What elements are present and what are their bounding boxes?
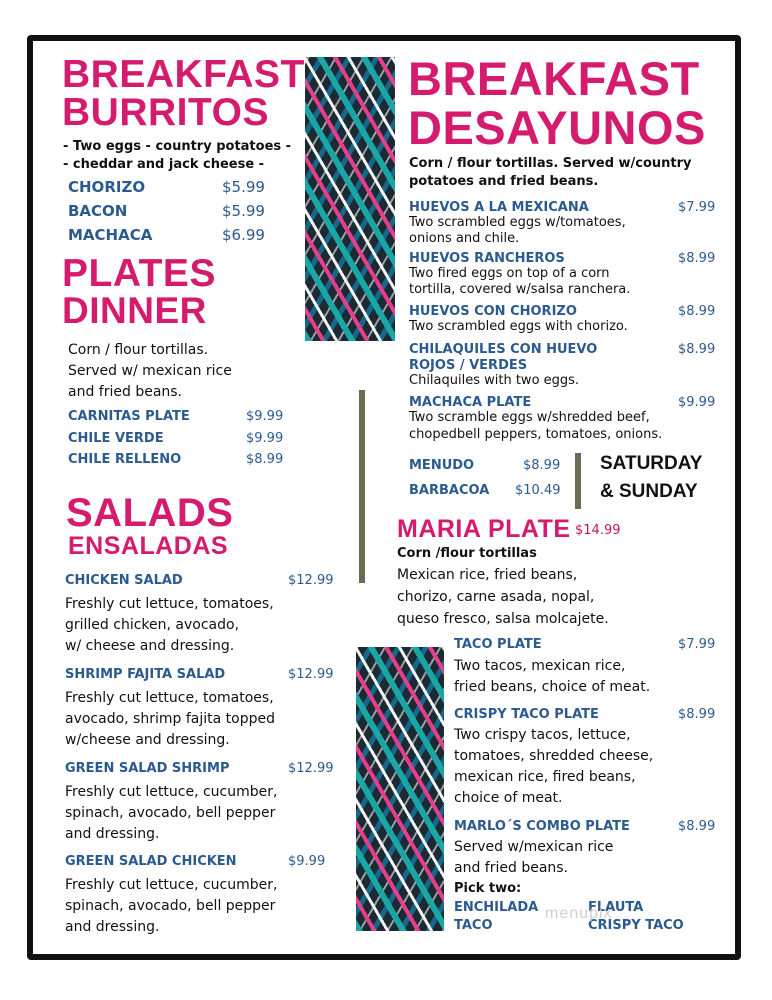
plate-item-name: CARNITAS PLATE (68, 409, 190, 424)
plate-item-price: $7.99 (678, 637, 716, 652)
desayuno-item-name: HUEVOS CON CHORIZO (409, 304, 577, 319)
maria-plate-title: MARIA PLATE (397, 515, 571, 543)
weekend-item-name: MENUDO (409, 458, 475, 473)
desayuno-item-price: $8.99 (678, 304, 716, 319)
burrito-item-price: $5.99 (222, 178, 265, 196)
burrito-item-name: CHORIZO (68, 178, 146, 196)
desayuno-item-name: MACHACA PLATE (409, 395, 532, 410)
desayuno-item-desc: onions and chile. (409, 231, 520, 246)
plate-item-desc: choice of meat. (454, 790, 563, 806)
burrito-item-price: $5.99 (222, 202, 265, 220)
salad-item-price: $9.99 (288, 854, 326, 869)
desayuno-item-price: $7.99 (678, 200, 716, 215)
plate-item-desc: Two tacos, mexican rice, (454, 658, 626, 674)
plate-item-price: $8.99 (246, 452, 284, 467)
divider-bar-center (359, 390, 365, 583)
desayuno-item-name: HUEVOS RANCHEROS (409, 251, 565, 266)
salads-title-line1: SALADS (66, 491, 234, 535)
burritos-sub1: - Two eggs - country potatoes - (63, 139, 292, 154)
divider-bar-weekend (575, 453, 581, 509)
desayuno-item-desc: Two scramble eggs w/shredded beef, (409, 410, 650, 425)
salad-item-price: $12.99 (288, 761, 334, 776)
salad-item-price: $12.99 (288, 667, 334, 682)
desayuno-item-desc: Two scrambled eggs w/tomatoes, (409, 215, 626, 230)
burrito-item-name: MACHACA (68, 226, 153, 244)
desayuno-item-price: $8.99 (678, 342, 716, 357)
salad-item-desc: and dressing. (65, 826, 160, 842)
desayunos-title-line2: DESAYUNOS (408, 101, 706, 154)
plate-item-price: $9.99 (246, 431, 284, 446)
salad-item-name: SHRIMP FAJITA SALAD (65, 667, 226, 682)
plate-item-price: $8.99 (678, 707, 716, 722)
salad-item-name: GREEN SALAD SHRIMP (65, 761, 230, 776)
burritos-sub2: - cheddar and jack cheese - (63, 157, 265, 172)
salad-item-desc: w/ cheese and dressing. (65, 638, 235, 654)
burrito-item-name: BACON (68, 202, 128, 220)
burritos-title-line1: BREAKFAST (62, 53, 305, 96)
weekend-item-name: BARBACOA (409, 483, 490, 498)
pick-two-label: Pick two: (454, 881, 522, 896)
plate-item-desc: tomatoes, shredded cheese, (454, 748, 654, 764)
plate-item-desc: fried beans, choice of meat. (454, 679, 651, 695)
weekend-item-price: $10.49 (515, 483, 561, 498)
plate-item-desc: mexican rice, fired beans, (454, 769, 636, 785)
weekend-label-line1: SATURDAY (600, 453, 703, 474)
maria-plate-desc: queso fresco, salsa molcajete. (397, 611, 609, 627)
plate-item-desc: Two crispy tacos, lettuce, (454, 727, 631, 743)
salad-item-desc: spinach, avocado, bell pepper (65, 898, 276, 914)
watermark-logo: menupix (545, 905, 613, 922)
plate-item-price: $8.99 (678, 819, 716, 834)
weekend-item-price: $8.99 (523, 458, 561, 473)
desayunos-title-line1: BREAKFAST (408, 52, 700, 105)
desayuno-item-desc: Chilaquiles with two eggs. (409, 373, 580, 388)
plates-desc-line3: and fried beans. (68, 384, 183, 400)
salad-item-desc: Freshly cut lettuce, cucumber, (65, 877, 278, 893)
plate-item-name: MARLO´S COMBO PLATE (454, 819, 630, 834)
desayuno-item-desc: Two scrambled eggs with chorizo. (409, 319, 628, 334)
salad-item-desc: grilled chicken, avocado, (65, 617, 240, 633)
salad-item-desc: spinach, avocado, bell pepper (65, 805, 276, 821)
salad-item-desc: Freshly cut lettuce, cucumber, (65, 784, 278, 800)
desayuno-item-name: ROJOS / VERDES (409, 358, 528, 373)
burrito-item-price: $6.99 (222, 226, 265, 244)
desayuno-item-name: CHILAQUILES CON HUEVO (409, 342, 598, 357)
desayuno-item-desc: chopedbell peppers, tomatoes, onions. (409, 427, 663, 442)
pick-option: FLAUTA (588, 900, 644, 915)
plates-desc-line2: Served w/ mexican rice (68, 363, 232, 379)
plate-item-name: CRISPY TACO PLATE (454, 707, 599, 722)
pick-option: CRISPY TACO (588, 918, 684, 933)
feather-pattern-bottom (356, 647, 444, 931)
salad-item-desc: w/cheese and dressing. (65, 732, 230, 748)
desayuno-item-desc: Two fired eggs on top of a corn (409, 266, 610, 281)
maria-plate-desc: Mexican rice, fried beans, (397, 567, 578, 583)
burritos-title-line2: BURRITOS (62, 91, 269, 134)
plates-title-line2: DINNER (62, 290, 207, 331)
salad-item-name: CHICKEN SALAD (65, 573, 183, 588)
plate-item-desc: and fried beans. (454, 860, 569, 876)
plate-item-name: TACO PLATE (454, 637, 542, 652)
salad-item-desc: and dressing. (65, 919, 160, 935)
plates-title-line1: PLATES (62, 252, 216, 295)
desayuno-item-desc: tortilla, covered w/salsa ranchera. (409, 282, 631, 297)
salad-item-desc: Freshly cut lettuce, tomatoes, (65, 690, 274, 706)
plate-item-name: CHILE RELLENO (68, 452, 182, 467)
desayunos-sub1: Corn / flour tortillas. Served w/country (409, 156, 692, 171)
maria-plate-price: $14.99 (575, 523, 621, 538)
desayuno-item-price: $8.99 (678, 251, 716, 266)
maria-plate-desc: chorizo, carne asada, nopal, (397, 589, 595, 605)
plate-item-name: CHILE VERDE (68, 431, 164, 446)
plates-desc-line1: Corn / flour tortillas. (68, 342, 209, 358)
pick-option: ENCHILADA (454, 900, 539, 915)
pick-option: TACO (454, 918, 493, 933)
plate-item-desc: Served w/mexican rice (454, 839, 614, 855)
plate-item-price: $9.99 (246, 409, 284, 424)
salad-item-desc: Freshly cut lettuce, tomatoes, (65, 596, 274, 612)
maria-plate-sub: Corn /flour tortillas (397, 546, 537, 561)
salad-item-desc: avocado, shrimp fajita topped (65, 711, 275, 727)
salad-item-price: $12.99 (288, 573, 334, 588)
feather-pattern-top (305, 57, 395, 341)
salads-title-line2: ENSALADAS (68, 532, 229, 560)
desayuno-item-price: $9.99 (678, 395, 716, 410)
salad-item-name: GREEN SALAD CHICKEN (65, 854, 237, 869)
desayuno-item-name: HUEVOS A LA MEXICANA (409, 200, 589, 215)
weekend-label-line2: & SUNDAY (600, 481, 698, 502)
desayunos-sub2: potatoes and fried beans. (409, 174, 599, 189)
